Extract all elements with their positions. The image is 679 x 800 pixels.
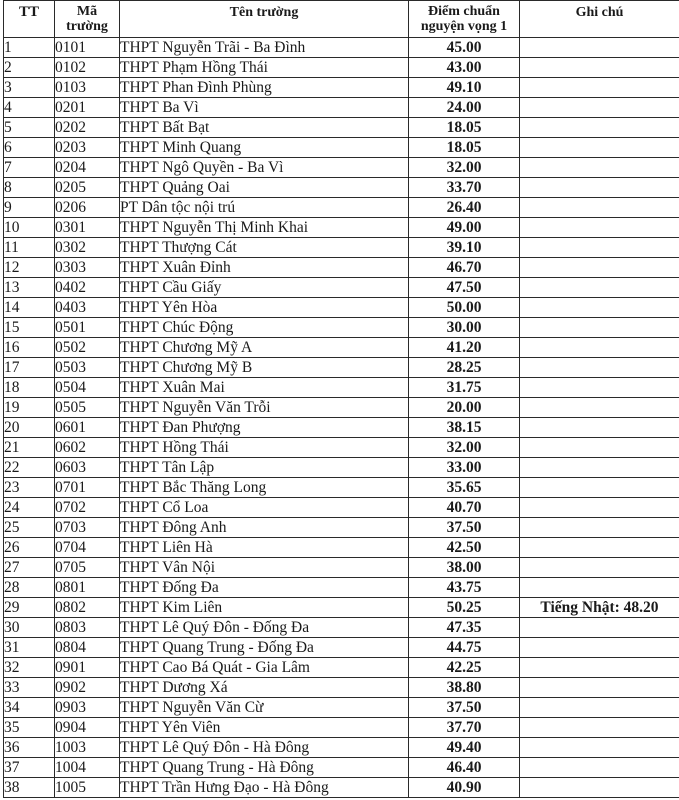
row-number-cell: 28 [4,578,55,598]
cutoff-score-cell: 49.00 [409,218,520,238]
note-cell [520,438,679,458]
school-name-cell: THPT Vân Nội [120,558,409,578]
cutoff-score-cell: 33.00 [409,458,520,478]
school-code-cell: 0204 [55,158,120,178]
note-cell: Tiếng Nhật: 48.20 [520,598,679,618]
school-code-cell: 0803 [55,618,120,638]
school-name-cell: THPT Ngô Quyền - Ba Vì [120,158,409,178]
row-number-cell: 35 [4,718,55,738]
cutoff-score-cell: 47.35 [409,618,520,638]
school-name-cell: THPT Liên Hà [120,538,409,558]
school-code-cell: 1005 [55,778,120,798]
school-code-cell: 0102 [55,58,120,78]
row-number-cell: 12 [4,258,55,278]
note-cell [520,318,679,338]
school-code-cell: 0705 [55,558,120,578]
school-name-cell: THPT Nguyễn Văn Cừ [120,698,409,718]
row-number-cell: 31 [4,638,55,658]
school-code-cell: 0601 [55,418,120,438]
note-cell [520,278,679,298]
school-code-cell: 0801 [55,578,120,598]
cutoff-score-cell: 46.70 [409,258,520,278]
note-cell [520,418,679,438]
table-row [4,318,679,338]
score-table-page [3,0,679,798]
note-cell [520,78,679,98]
note-cell [520,118,679,138]
row-number-cell: 34 [4,698,55,718]
school-code-cell: 0703 [55,518,120,538]
school-name-cell: THPT Cổ Loa [120,498,409,518]
school-name-cell: THPT Xuân Mai [120,378,409,398]
table-row [4,738,679,758]
cutoff-score-cell: 41.20 [409,338,520,358]
note-cell [520,578,679,598]
note-cell [520,678,679,698]
school-code-cell: 0903 [55,698,120,718]
school-name-cell: THPT Nguyễn Văn Trỗi [120,398,409,418]
cutoff-score-cell: 49.10 [409,78,520,98]
school-code-cell: 0501 [55,318,120,338]
cutoff-score-cell: 40.70 [409,498,520,518]
school-name-cell: THPT Đông Anh [120,518,409,538]
row-number-cell: 1 [4,38,55,58]
table-row [4,418,679,438]
table-row [4,518,679,538]
table-row [4,458,679,478]
cutoff-score-cell: 18.05 [409,118,520,138]
school-name-cell: THPT Trần Hưng Đạo - Hà Đông [120,778,409,798]
table-row [4,198,679,218]
table-row [4,278,679,298]
table-row [4,178,679,198]
row-number-cell: 27 [4,558,55,578]
row-number-cell: 11 [4,238,55,258]
note-cell [520,138,679,158]
cutoff-score-cell: 35.65 [409,478,520,498]
table-row [4,158,679,178]
school-code-cell: 0202 [55,118,120,138]
cutoff-score-cell: 46.40 [409,758,520,778]
note-cell [520,458,679,478]
row-number-cell: 8 [4,178,55,198]
table-row [4,698,679,718]
row-number-cell: 3 [4,78,55,98]
cutoff-score-cell: 38.00 [409,558,520,578]
school-code-cell: 0101 [55,38,120,58]
row-number-cell: 25 [4,518,55,538]
table-row [4,38,679,58]
note-cell [520,698,679,718]
table-row [4,438,679,458]
table-row [4,578,679,598]
table-row [4,638,679,658]
school-name-cell: THPT Chương Mỹ B [120,358,409,378]
school-code-cell: 0603 [55,458,120,478]
cutoff-score-cell: 33.70 [409,178,520,198]
table-row [4,558,679,578]
note-cell [520,758,679,778]
cutoff-score-cell: 37.70 [409,718,520,738]
cutoff-score-cell: 42.25 [409,658,520,678]
table-body [4,38,679,798]
header-school-code: Mã trường [55,1,120,38]
note-cell [520,378,679,398]
note-cell [520,198,679,218]
row-number-cell: 30 [4,618,55,638]
note-cell [520,518,679,538]
school-code-cell: 0203 [55,138,120,158]
row-number-cell: 26 [4,538,55,558]
cutoff-score-cell: 50.25 [409,598,520,618]
school-name-cell: THPT Bắc Thăng Long [120,478,409,498]
school-code-cell: 0505 [55,398,120,418]
school-code-cell: 0301 [55,218,120,238]
school-code-cell: 0901 [55,658,120,678]
row-number-cell: 19 [4,398,55,418]
cutoff-score-cell: 44.75 [409,638,520,658]
school-name-cell: THPT Nguyễn Thị Minh Khai [120,218,409,238]
school-name-cell: THPT Kim Liên [120,598,409,618]
school-name-cell: THPT Xuân Đỉnh [120,258,409,278]
school-code-cell: 0205 [55,178,120,198]
school-code-cell: 0502 [55,338,120,358]
row-number-cell: 32 [4,658,55,678]
row-number-cell: 15 [4,318,55,338]
admission-score-table [3,0,679,798]
header-tt: TT [4,1,55,38]
cutoff-score-cell: 37.50 [409,518,520,538]
school-name-cell: THPT Cao Bá Quát - Gia Lâm [120,658,409,678]
row-number-cell: 21 [4,438,55,458]
cutoff-score-cell: 43.75 [409,578,520,598]
row-number-cell: 14 [4,298,55,318]
school-name-cell: PT Dân tộc nội trú [120,198,409,218]
school-code-cell: 0704 [55,538,120,558]
cutoff-score-cell: 37.50 [409,698,520,718]
table-row [4,118,679,138]
school-code-cell: 0702 [55,498,120,518]
table-row [4,78,679,98]
row-number-cell: 5 [4,118,55,138]
school-code-cell: 0402 [55,278,120,298]
school-name-cell: THPT Tân Lập [120,458,409,478]
school-name-cell: THPT Cầu Giấy [120,278,409,298]
cutoff-score-cell: 40.90 [409,778,520,798]
table-row [4,398,679,418]
header-note: Ghi chú [520,1,679,38]
table-row [4,378,679,398]
school-code-cell: 1004 [55,758,120,778]
cutoff-score-cell: 45.00 [409,38,520,58]
note-cell [520,618,679,638]
school-code-cell: 0503 [55,358,120,378]
table-row [4,358,679,378]
note-cell [520,498,679,518]
school-name-cell: THPT Đan Phượng [120,418,409,438]
school-code-cell: 0103 [55,78,120,98]
note-cell [520,738,679,758]
school-code-cell: 0403 [55,298,120,318]
cutoff-score-cell: 26.40 [409,198,520,218]
header-score: Điểm chuẩn nguyện vọng 1 [409,1,520,38]
note-cell [520,718,679,738]
table-row [4,618,679,638]
table-row [4,298,679,318]
note-cell [520,558,679,578]
note-cell [520,538,679,558]
row-number-cell: 17 [4,358,55,378]
row-number-cell: 9 [4,198,55,218]
table-row [4,538,679,558]
cutoff-score-cell: 43.00 [409,58,520,78]
note-cell [520,338,679,358]
cutoff-score-cell: 30.00 [409,318,520,338]
school-code-cell: 0302 [55,238,120,258]
cutoff-score-cell: 49.40 [409,738,520,758]
table-header-row [4,1,679,38]
note-cell [520,258,679,278]
table-row [4,58,679,78]
table-row [4,258,679,278]
table-row [4,498,679,518]
cutoff-score-cell: 50.00 [409,298,520,318]
note-cell [520,398,679,418]
school-name-cell: THPT Đống Đa [120,578,409,598]
row-number-cell: 23 [4,478,55,498]
note-cell [520,98,679,118]
row-number-cell: 4 [4,98,55,118]
row-number-cell: 13 [4,278,55,298]
row-number-cell: 36 [4,738,55,758]
note-cell [520,238,679,258]
table-row [4,138,679,158]
row-number-cell: 10 [4,218,55,238]
note-cell [520,358,679,378]
school-name-cell: THPT Yên Viên [120,718,409,738]
table-row [4,338,679,358]
school-code-cell: 0206 [55,198,120,218]
school-name-cell: THPT Dương Xá [120,678,409,698]
note-cell [520,58,679,78]
school-code-cell: 0504 [55,378,120,398]
school-name-cell: THPT Lê Quý Đôn - Đống Đa [120,618,409,638]
school-code-cell: 0602 [55,438,120,458]
table-row [4,658,679,678]
cutoff-score-cell: 47.50 [409,278,520,298]
row-number-cell: 6 [4,138,55,158]
table-row [4,758,679,778]
cutoff-score-cell: 20.00 [409,398,520,418]
note-cell [520,478,679,498]
school-name-cell: THPT Minh Quang [120,138,409,158]
cutoff-score-cell: 18.05 [409,138,520,158]
school-code-cell: 0701 [55,478,120,498]
table-row [4,98,679,118]
school-code-cell: 1003 [55,738,120,758]
note-cell [520,638,679,658]
cutoff-score-cell: 38.80 [409,678,520,698]
note-cell [520,778,679,798]
row-number-cell: 22 [4,458,55,478]
school-name-cell: THPT Nguyễn Trãi - Ba Đình [120,38,409,58]
cutoff-score-cell: 28.25 [409,358,520,378]
row-number-cell: 16 [4,338,55,358]
row-number-cell: 38 [4,778,55,798]
school-name-cell: THPT Chương Mỹ A [120,338,409,358]
school-name-cell: THPT Phạm Hồng Thái [120,58,409,78]
table-row [4,218,679,238]
row-number-cell: 2 [4,58,55,78]
cutoff-score-cell: 42.50 [409,538,520,558]
note-cell [520,658,679,678]
school-code-cell: 0303 [55,258,120,278]
school-code-cell: 0904 [55,718,120,738]
row-number-cell: 18 [4,378,55,398]
school-name-cell: THPT Yên Hòa [120,298,409,318]
row-number-cell: 29 [4,598,55,618]
school-code-cell: 0802 [55,598,120,618]
row-number-cell: 24 [4,498,55,518]
school-name-cell: THPT Ba Vì [120,98,409,118]
table-row [4,238,679,258]
school-name-cell: THPT Hồng Thái [120,438,409,458]
cutoff-score-cell: 38.15 [409,418,520,438]
school-code-cell: 0201 [55,98,120,118]
school-name-cell: THPT Quảng Oai [120,178,409,198]
school-name-cell: THPT Bất Bạt [120,118,409,138]
school-name-cell: THPT Quang Trung - Hà Đông [120,758,409,778]
school-name-cell: THPT Chúc Động [120,318,409,338]
school-name-cell: THPT Lê Quý Đôn - Hà Đông [120,738,409,758]
cutoff-score-cell: 31.75 [409,378,520,398]
header-school-name: Tên trường [120,1,409,38]
school-name-cell: THPT Quang Trung - Đống Đa [120,638,409,658]
note-cell [520,178,679,198]
table-row [4,478,679,498]
row-number-cell: 20 [4,418,55,438]
school-code-cell: 0902 [55,678,120,698]
school-code-cell: 0804 [55,638,120,658]
row-number-cell: 7 [4,158,55,178]
school-name-cell: THPT Thượng Cát [120,238,409,258]
note-cell [520,218,679,238]
note-cell [520,298,679,318]
table-row [4,678,679,698]
cutoff-score-cell: 32.00 [409,438,520,458]
school-name-cell: THPT Phan Đình Phùng [120,78,409,98]
table-row [4,778,679,798]
note-cell [520,158,679,178]
row-number-cell: 37 [4,758,55,778]
note-cell [520,38,679,58]
cutoff-score-cell: 24.00 [409,98,520,118]
cutoff-score-cell: 32.00 [409,158,520,178]
cutoff-score-cell: 39.10 [409,238,520,258]
table-row [4,718,679,738]
table-row [4,598,679,618]
row-number-cell: 33 [4,678,55,698]
